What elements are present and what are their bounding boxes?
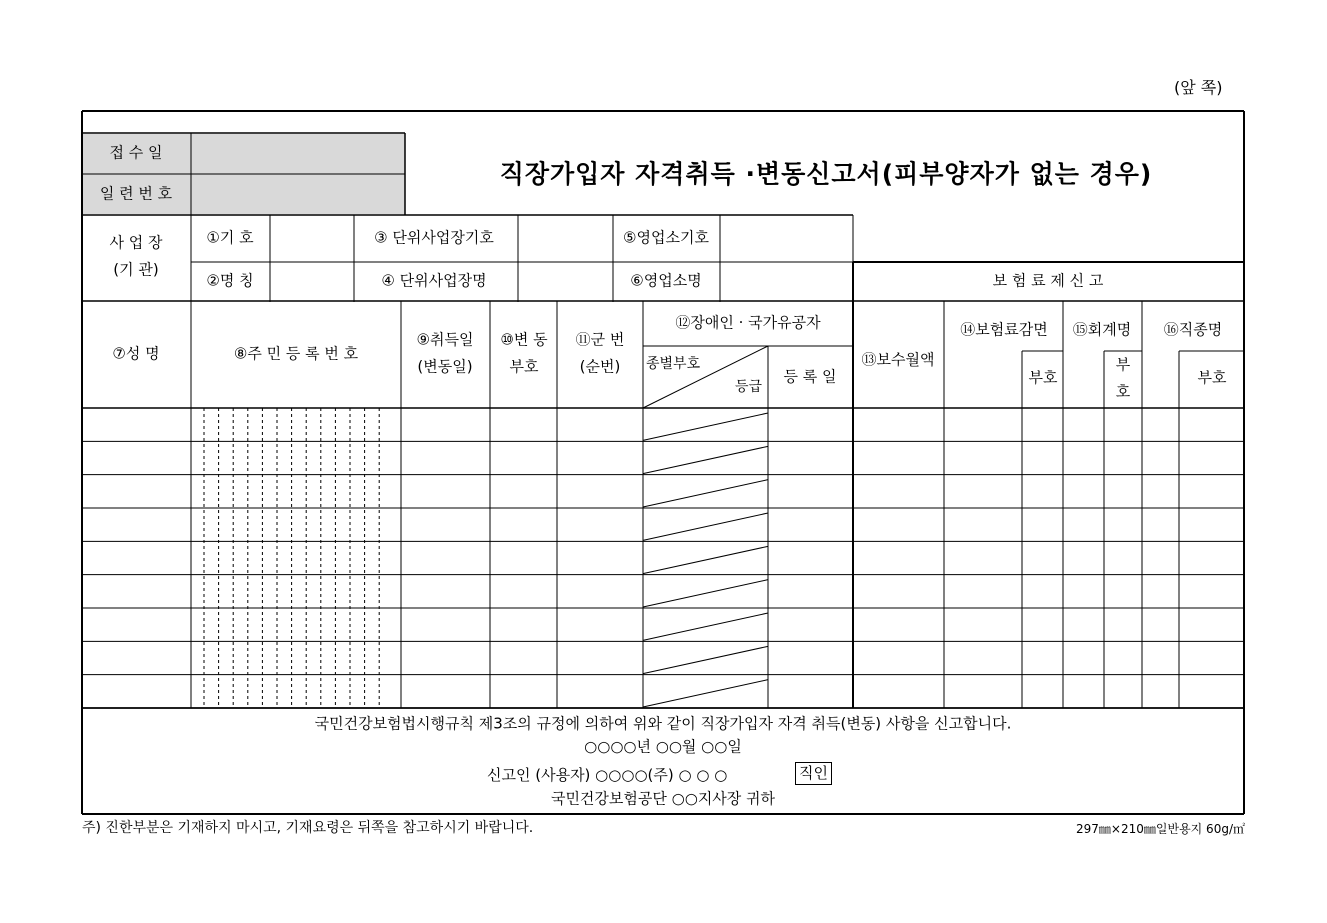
code-label: ①기 호 (206, 228, 254, 247)
footer-reporter: 신고인 (사용자) ○○○○(주) ○ ○ ○ (487, 766, 728, 784)
col-type-code: 종별부호 (646, 356, 701, 372)
col-account-code-1: 부 (1115, 355, 1131, 374)
name-label: ②명 칭 (206, 271, 254, 290)
workplace-label: 사 업 장 (109, 233, 163, 252)
col-rrn: ⑧주 민 등 록 번 호 (233, 344, 359, 363)
grid-line (643, 646, 768, 673)
unit-name-label: ④ 단위사업장명 (381, 271, 487, 290)
form-title: 직장가입자 자격취득 ·변동신고서(피부양자가 없는 경우) (499, 159, 1153, 189)
premium-report-label: 보 험 료 제 신 고 (992, 271, 1104, 290)
grid-line (643, 513, 768, 540)
paper-spec: 297㎜×210㎜일반용지 60g/㎡ (1076, 822, 1245, 836)
branch-code-label: ⑤영업소기호 (623, 228, 709, 247)
col-change-code-sub: 부호 (509, 357, 539, 376)
footer-date: ○○○○년 ○○월 ○○일 (584, 737, 742, 756)
grid-line (643, 546, 768, 573)
branch-name-label: ⑥영업소명 (630, 271, 702, 290)
grid-line (643, 480, 768, 507)
col-name: ⑦성 명 (112, 344, 160, 363)
serial-no-label: 일 련 번 호 (99, 184, 173, 203)
col-acq-date-sub: (변동일) (417, 357, 473, 376)
footer-recipient: 국민건강보험공단 ○○지사장 귀하 (550, 789, 776, 808)
col-grade: 등급 (735, 379, 763, 395)
receipt-date-label: 접 수 일 (109, 143, 163, 162)
col-account-code-2: 호 (1115, 382, 1131, 401)
unit-code-label: ③ 단위사업장기호 (374, 228, 494, 247)
col-job-code: 부호 (1197, 368, 1227, 387)
grid-line (643, 413, 768, 440)
col-job: ⑯직종명 (1163, 320, 1223, 339)
workplace-label-sub: (기 관) (113, 260, 159, 279)
col-account: ⑮회계명 (1072, 320, 1132, 339)
col-reg-date: 등 록 일 (783, 367, 837, 386)
note: 주) 진한부분은 기재하지 마시고, 기재요령은 뒤쪽을 참고하시기 바랍니다. (82, 820, 534, 836)
seal-box: 직인 (795, 762, 832, 785)
grid-line (643, 446, 768, 473)
footer-statement: 국민건강보험법시행규칙 제3조의 규정에 의하여 위와 같이 직장가입자 자격 취득(변동) 사항을 신고합니다. (314, 714, 1012, 733)
page-side-label: (앞 쪽) (1174, 78, 1223, 97)
col-military: ⑪군 번 (575, 330, 625, 349)
col-disabled-header: ⑫장애인 · 국가유공자 (675, 313, 821, 332)
col-reduction: ⑭보험료감면 (960, 320, 1048, 339)
grid-line (643, 680, 768, 707)
grid-line (643, 613, 768, 640)
col-acq-date: ⑨취득일 (416, 330, 474, 349)
grid-line (643, 580, 768, 607)
col-salary: ⑬보수월액 (861, 350, 935, 369)
col-change-code: ⑩변 동 (500, 330, 548, 349)
col-reduction-code: 부호 (1028, 368, 1058, 387)
col-military-sub: (순번) (579, 357, 621, 376)
